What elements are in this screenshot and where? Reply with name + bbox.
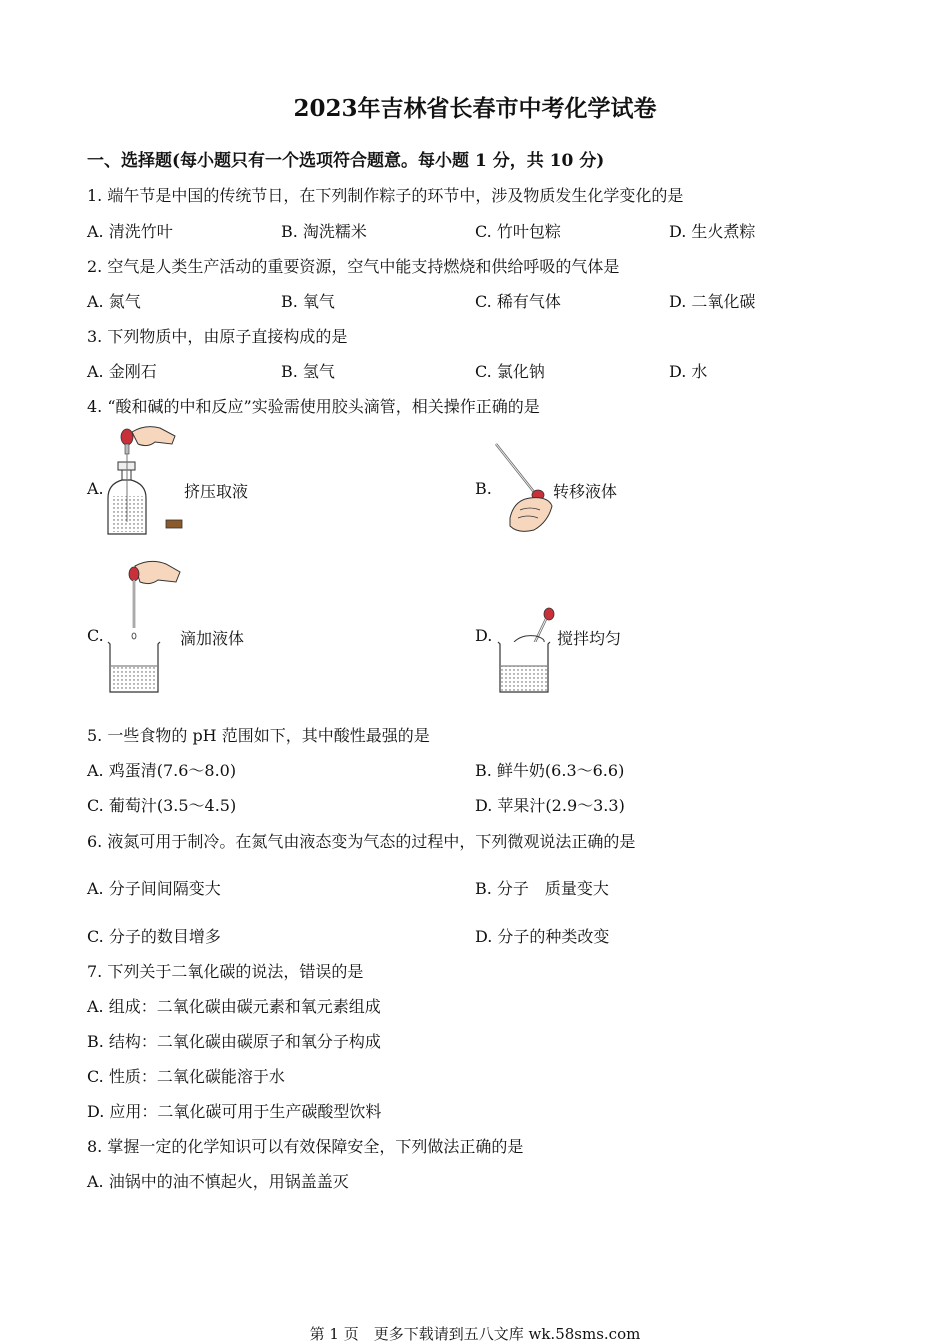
question-8-stem: 8. 掌握一定的化学知识可以有效保障安全，下列做法正确的是 (87, 1137, 524, 1156)
question-4-option-d-letter: D. (475, 626, 493, 645)
question-6-option-a: A. 分子间间隔变大 (87, 879, 221, 898)
question-3-option-b: B. 氢气 (281, 362, 335, 381)
question-4-option-d-caption: 搅拌均匀 (557, 629, 622, 648)
question-4-option-c-letter: C. (87, 626, 104, 645)
question-6-stem: 6. 液氮可用于制冷。在氮气由液态变为气态的过程中，下列微观说法正确的是 (87, 832, 636, 851)
question-1-option-a: A. 清洗竹叶 (87, 222, 173, 241)
question-3-option-d: D. 水 (669, 362, 708, 381)
question-2-option-a: A. 氮气 (87, 292, 141, 311)
question-2-stem: 2. 空气是人类生产活动的重要资源，空气中能支持燃烧和供给呼吸的气体是 (87, 257, 620, 276)
question-4-option-a-letter: A. (87, 479, 104, 498)
question-3-option-c: C. 氯化钠 (475, 362, 545, 381)
question-6-option-d: D. 分子的种类改变 (475, 927, 610, 946)
dropper-tilted-hand-figure (490, 440, 560, 538)
question-5-option-b: B. 鲜牛奶(6.3～6.6) (475, 761, 625, 780)
dropper-dripping-beaker-figure (100, 558, 184, 698)
question-5-option-d: D. 苹果汁(2.9～3.3) (475, 796, 625, 815)
question-7-stem: 7. 下列关于二氧化碳的说法，错误的是 (87, 962, 364, 981)
question-6-option-c: C. 分子的数目增多 (87, 927, 221, 946)
question-7-option-b: B. 结构：二氧化碳由碳原子和氧分子构成 (87, 1032, 381, 1051)
question-6-option-b: B. 分子 质量变大 (475, 879, 609, 898)
question-7-option-d: D. 应用：二氧化碳可用于生产碳酸型饮料 (87, 1102, 382, 1121)
question-7-option-a: A. 组成：二氧化碳由碳元素和氧元素组成 (87, 997, 381, 1016)
question-4-option-b-letter: B. (475, 479, 492, 498)
question-1-stem: 1. 端午节是中国的传统节日，在下列制作粽子的环节中，涉及物质发生化学变化的是 (87, 186, 684, 205)
question-1-option-d: D. 生火煮粽 (669, 222, 756, 241)
section-heading: 一、选择题(每小题只有一个选项符合题意。每小题 1 分，共 10 分) (87, 151, 605, 171)
page-title: 2023年吉林省长春市中考化学试卷 (293, 95, 657, 122)
question-4-option-a-caption: 挤压取液 (184, 482, 249, 501)
question-1-option-c: C. 竹叶包粽 (475, 222, 561, 241)
question-8-option-a: A. 油锅中的油不慎起火，用锅盖盖灭 (87, 1172, 349, 1191)
question-5-option-c: C. 葡萄汁(3.5～4.5) (87, 796, 237, 815)
question-7-option-c: C. 性质：二氧化碳能溶于水 (87, 1067, 285, 1086)
question-4-option-b-caption: 转移液体 (553, 482, 618, 501)
question-1-option-b: B. 淘洗糯米 (281, 222, 367, 241)
question-4-stem: 4. “酸和碱的中和反应”实验需使用胶头滴管，相关操作正确的是 (87, 397, 540, 416)
question-2-option-b: B. 氧气 (281, 292, 335, 311)
question-3-option-a: A. 金刚石 (87, 362, 157, 381)
question-4-option-c-caption: 滴加液体 (180, 629, 245, 648)
question-5-stem: 5. 一些食物的 pH 范围如下，其中酸性最强的是 (87, 726, 430, 745)
question-2-option-d: D. 二氧化碳 (669, 292, 756, 311)
dropper-squeeze-bottle-figure (100, 422, 190, 538)
dropper-stirring-beaker-figure (492, 604, 556, 698)
question-3-stem: 3. 下列物质中，由原子直接构成的是 (87, 327, 348, 346)
page-footer: 第 1 页 更多下载请到五八文库 wk.58sms.com (309, 1325, 641, 1343)
question-2-option-c: C. 稀有气体 (475, 292, 561, 311)
question-5-option-a: A. 鸡蛋清(7.6～8.0) (87, 761, 237, 780)
